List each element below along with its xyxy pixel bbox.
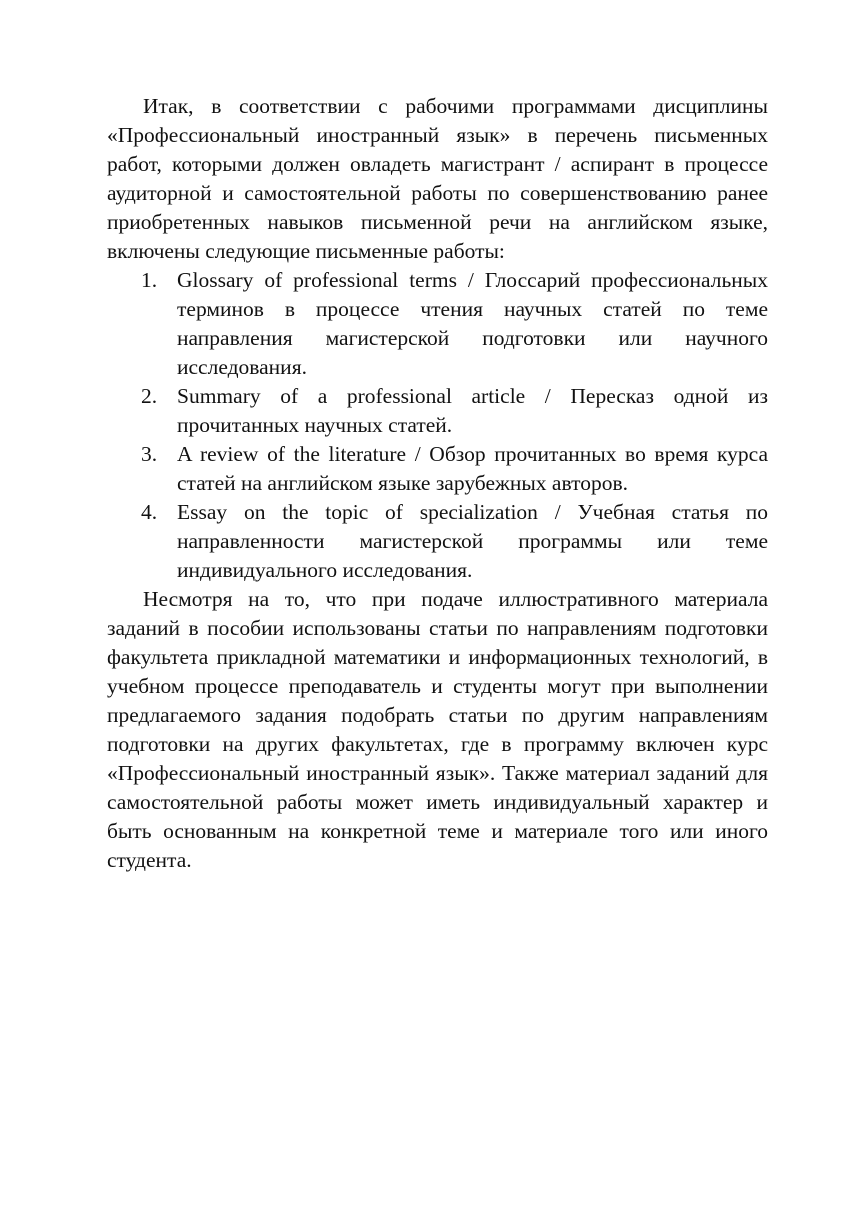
list-item-number: 2. — [141, 384, 158, 408]
list-item-text: Essay on the topic of specialization / Учебная статья по направленности магистерской программы или теме индивидуального исследования. — [177, 500, 768, 582]
list-item-text: A review of the literature / Обзор прочитанных во время курса статей на английском языке зарубежных авторов. — [177, 442, 768, 495]
list-item-number: 3. — [141, 442, 158, 466]
list-item — [107, 382, 768, 440]
intro-paragraph: Итак, в соответствии с рабочими программами дисциплины «Профессиональный иностранный язык» в перечень письменных работ, которыми должен овладеть магистрант / аспирант в процессе аудиторной и самостоятельной работы по совершенствованию ранее приобретенных навыков письменной речи на английском языке, включены следующие письменные работы: — [107, 94, 768, 263]
list-item-number: 1. — [141, 268, 158, 292]
closing-paragraph: Несмотря на то, что при подаче иллюстративного материала заданий в пособии использованы статьи по направлениям подготовки факультета прикладной математики и информационных технологий, в учебном процессе преподаватель и студенты могут при выполнении предлагаемого задания подобрать статьи по другим направлениям подготовки на других факультетах, где в программу включен курс «Профессиональный иностранный язык». Также материал заданий для самостоятельной работы может иметь индивидуальный характер и быть основанным на конкретной теме и материале того или иного студента. — [107, 587, 768, 872]
list-item — [107, 498, 768, 585]
document-page — [107, 92, 768, 875]
list-item-text: Summary of a professional article / Пересказ одной из прочитанных научных статей. — [177, 384, 768, 437]
list-item-number: 4. — [141, 500, 158, 524]
list-item — [107, 440, 768, 498]
list-item — [107, 266, 768, 382]
written-works-list — [107, 266, 768, 585]
list-item-text: Glossary of professional terms / Глоссарий профессиональных терминов в процессе чтения научных статей по теме направления магистерской подготовки или научного исследования. — [177, 268, 768, 379]
